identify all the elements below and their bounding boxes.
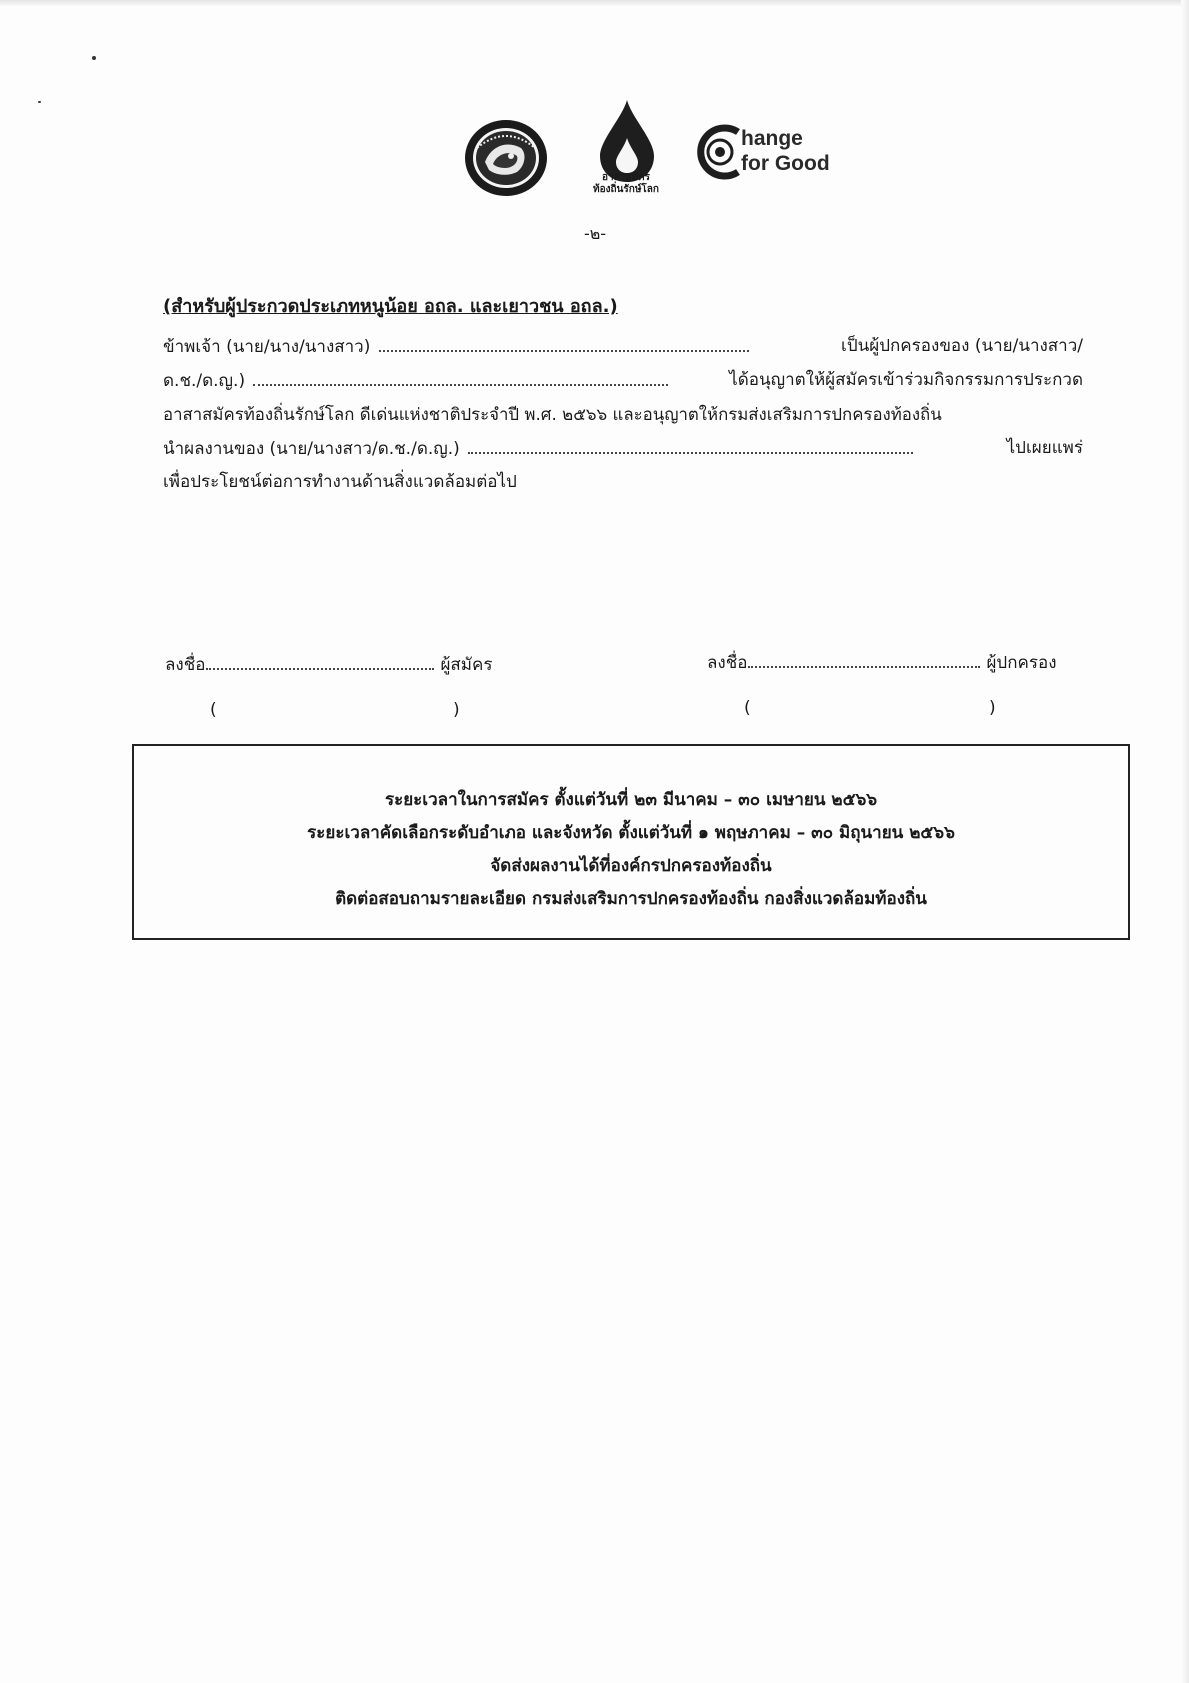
work-owner-blank[interactable]: [468, 434, 913, 454]
change-line1: hange: [741, 127, 803, 150]
applicant-close-paren: ): [453, 700, 460, 720]
drop-caption-line1: อาสาสมัคร: [601, 172, 651, 183]
drop-logo-caption: [566, 172, 686, 196]
guardian-signature: [707, 648, 1057, 677]
guardian-role-label: ผู้ปกครอง: [986, 653, 1057, 673]
publish-text: ไปเผยแพร่: [1006, 438, 1083, 458]
applicant-signature: [165, 650, 493, 679]
applicant-role-label: ผู้สมัคร: [440, 655, 493, 675]
dla-seal-icon: [463, 118, 549, 198]
guardian-name-blank[interactable]: [379, 332, 749, 352]
child-name-label: [163, 366, 671, 394]
guardian-of-label: เป็นผู้ปกครองของ (นาย/นางสาว/: [841, 336, 1083, 356]
permission-text: ได้อนุญาตให้ผู้สมัครเข้าร่วมกิจกรรมการประกวด: [729, 370, 1083, 390]
guardian-name-label: [163, 332, 752, 360]
guardian-name-label-text: ข้าพเจ้า (นาย/นาง/นางสาว): [163, 337, 371, 357]
applicant-signature-blank[interactable]: [206, 650, 434, 670]
guardian-open-paren: (: [744, 698, 751, 718]
applicant-printed-name-field[interactable]: [224, 696, 446, 724]
applicant-open-paren: (: [210, 700, 217, 720]
paragraph-line-1: [163, 332, 1083, 360]
child-name-label-text: ด.ช./ด.ญ.): [163, 371, 246, 391]
paragraph-line-4: [163, 434, 1083, 462]
child-name-blank[interactable]: [253, 366, 668, 386]
submission-location: จัดส่งผลงานได้ที่องค์กรปกครองท้องถิ่น: [490, 856, 772, 876]
scan-speck: [92, 56, 96, 60]
scan-speck: [38, 101, 41, 103]
selection-period: ระยะเวลาคัดเลือกระดับอำเภอ และจังหวัด ตั้งแต่วันที่ ๑ พฤษภาคม – ๓๐ มิถุนายน ๒๕๖๖: [307, 823, 955, 843]
application-period: ระยะเวลาในการสมัคร ตั้งแต่วันที่ ๒๓ มีนาคม – ๓๐ เมษายน ๒๕๖๖: [384, 790, 878, 810]
section-heading: (สำหรับผู้ประกวดประเภทหนูน้อย อถล. และเยาวชน อถล.): [163, 296, 618, 317]
paragraph-line-3: อาสาสมัครท้องถิ่นรักษ์โลก ดีเด่นแห่งชาติประจำปี พ.ศ. ๒๕๖๖ และอนุญาตให้กรมส่งเสริมการปกครองท้องถิ่น: [163, 404, 942, 424]
drop-caption-line2: ท้องถิ่นรักษ์โลก: [593, 184, 659, 195]
paragraph-line-2: [163, 366, 1083, 394]
guardian-close-paren: ): [989, 698, 996, 718]
paragraph-line-5: เพื่อประโยชน์ต่อการทำงานด้านสิ่งแวดล้อมต่อไป: [163, 472, 517, 492]
change-line2: for Good: [741, 152, 830, 175]
work-owner-label: [163, 434, 916, 462]
scan-right-edge: [1181, 0, 1189, 1683]
guardian-printed-name-field[interactable]: [758, 694, 982, 722]
schedule-info-box: [132, 744, 1130, 940]
change-for-good-text: [741, 126, 830, 176]
work-owner-label-text: นำผลงานของ (นาย/นางสาว/ด.ช./ด.ญ.): [163, 439, 460, 459]
contact-info: ติดต่อสอบถามรายละเอียด กรมส่งเสริมการปกครองท้องถิ่น กองสิ่งแวดล้อมท้องถิ่น: [335, 889, 927, 909]
guardian-sign-label: ลงชื่อ: [707, 653, 748, 673]
guardian-signature-blank[interactable]: [748, 648, 980, 668]
page-number: -๒-: [583, 224, 607, 243]
applicant-sign-label: ลงชื่อ: [165, 655, 206, 675]
scan-top-edge: [0, 0, 1189, 6]
